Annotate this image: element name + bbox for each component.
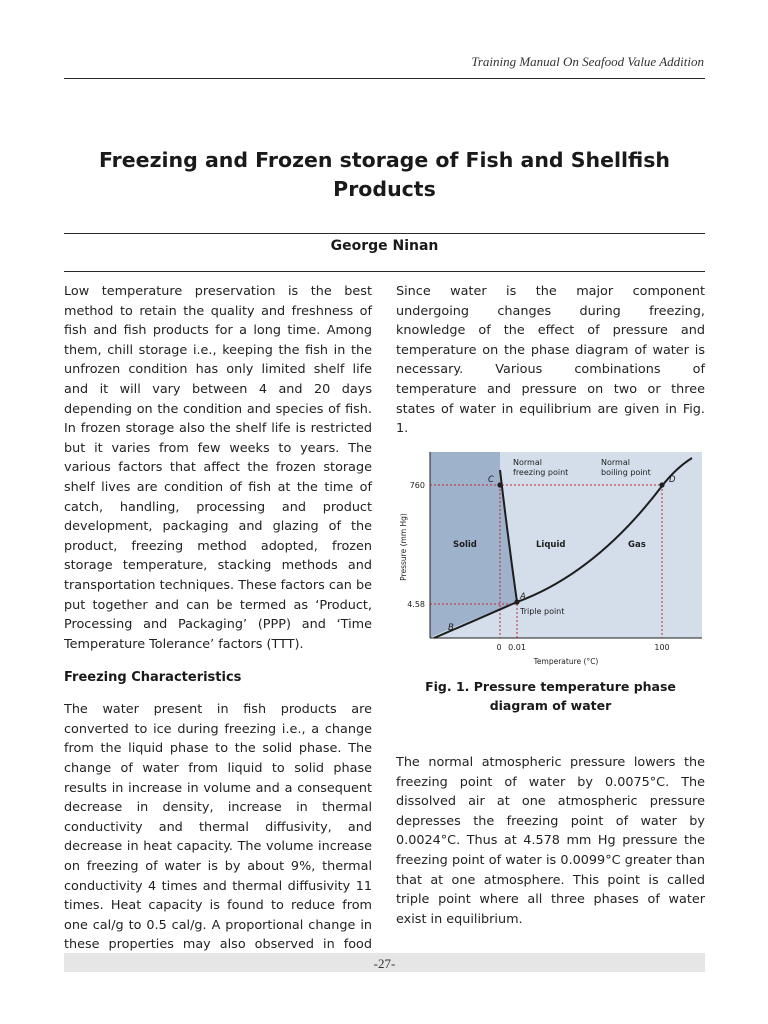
annotation-triple-point: Triple point — [520, 607, 565, 616]
annotation-normal-boiling-2: boiling point — [601, 468, 651, 477]
figure-caption: Fig. 1. Pressure temperature phase diagram of water — [425, 679, 676, 713]
region-label-liquid: Liquid — [536, 540, 566, 550]
y-tick-760: 760 — [409, 481, 425, 490]
x-tick-100: 100 — [654, 643, 670, 652]
annotation-normal-boiling-1: Normal — [601, 458, 630, 467]
freezing-characteristics-paragraph: The water present in fish products are converted to ice during freezing i.e., a change from the liquid phase to the solid phase. The change of water from liquid to solid phase results in increase in volume and a consequent decrease in density, increase in thermal conductivity and thermal diffusivity, and decrease in heat capacity. The volume increase on freezing of water is by about 9%, thermal conductivity 4 times and thermal diffusivity 11 times. Heat capacity is found to reduce from one cal/g to 0.5 cal/g. A proportional change in these properties may also observed in food — [64, 702, 372, 953]
triple-point-paragraph: The normal atmospheric pressure lowers the freezing point of water by 0.0075°C. The dissolved air at one atmospheric pressure depresses the freezing point of water by 0.0024°C. Thus at 4.578 mm Hg pressure the freezing point of water is 0.0099°C greater than that at one atmosphere. This point is called triple point where all three phases of water exist in equilibrium. — [396, 755, 705, 927]
label-c: C — [488, 475, 494, 485]
y-axis-title: Pressure (mm Hg) — [399, 513, 408, 581]
article-title: Freezing and Frozen storage of Fish and Shellfish Products — [98, 148, 671, 201]
region-label-solid: Solid — [453, 540, 477, 550]
author-rule-bottom — [64, 271, 705, 272]
point-c — [497, 482, 502, 487]
region-label-gas: Gas — [628, 540, 646, 550]
phase-diagram-intro-paragraph: Since water is the major component undergoing changes during freezing, knowledge of the effect of pressure and temperature on the phase diagram of water is necessary. Various combinations of temperature and pressure on two or three states of water in equilibrium are given in Fig. 1. — [396, 284, 705, 437]
phase-diagram-figure — [396, 448, 705, 673]
x-tick-001: 0.01 — [508, 643, 526, 652]
y-tick-458: 4.58 — [407, 600, 425, 609]
label-d: D — [669, 475, 676, 485]
intro-paragraph: Low temperature preservation is the best method to retain the quality and freshness of fish and fish products for a long time. Among them, chill storage i.e., keeping the fish in the unfrozen condition has only limited shelf life and it will vary between 4 and 20 days depending on the condition and species of fish. In frozen storage also the shelf life is restricted but it varies from few weeks to years. The various factors that affect the frozen storage shelf lives are condition of fish at the time of catch, handling, processing and product development, packaging and glazing of the product, freezing method adopted, frozen storage temperature, stacking methods and transportation techniques. These factors can be put together and can be termed as ‘Product, Processing and Packaging’ (PPP) and ‘Time Temperature Tolerance’ factors (TTT). — [64, 284, 372, 652]
author-rule-top — [64, 233, 705, 234]
section-heading: Freezing Characteristics — [64, 670, 242, 686]
point-d — [659, 482, 664, 487]
label-a: A — [520, 592, 526, 602]
annotation-normal-freezing-1: Normal — [513, 458, 542, 467]
annotation-normal-freezing-2: freezing point — [513, 468, 569, 477]
author-name: George Ninan — [330, 238, 439, 254]
point-a — [514, 599, 519, 604]
left-column — [64, 282, 372, 975]
right-column — [396, 282, 705, 439]
x-tick-0: 0 — [496, 643, 502, 652]
header-rule — [64, 78, 705, 79]
page-number: -27- — [373, 956, 396, 971]
running-header: Training Manual On Seafood Value Addition — [471, 54, 704, 69]
label-b: B — [448, 623, 454, 633]
phase-diagram — [396, 448, 705, 673]
x-axis-title: Temperature (°C) — [533, 657, 599, 666]
